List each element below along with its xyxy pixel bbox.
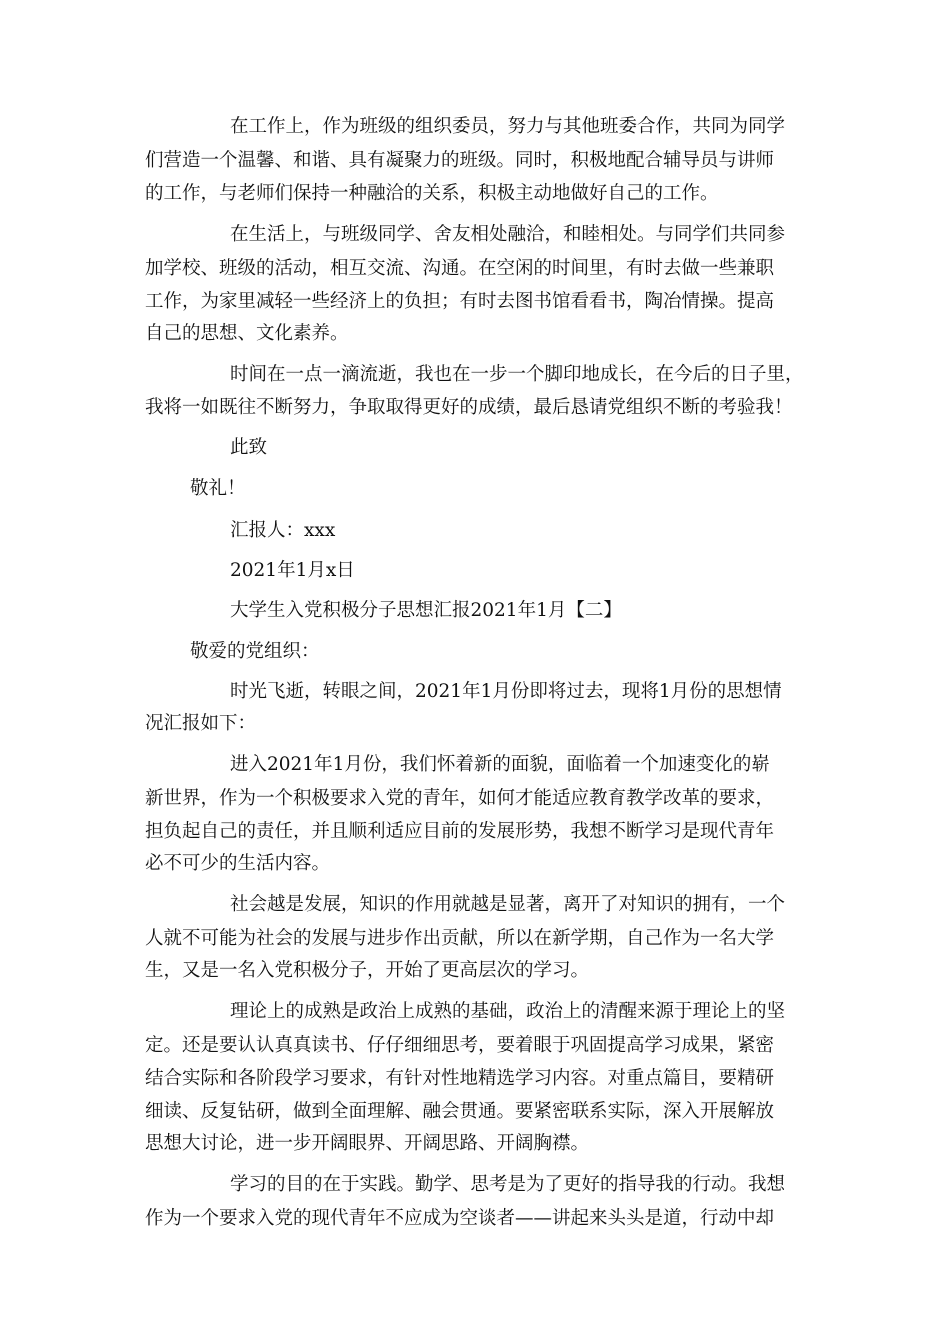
section-title: 大学生入党积极分子思想汇报2021年1月【二】 (230, 600, 622, 621)
paragraph-line: 自己的思想、文化素养。 (145, 323, 349, 344)
paragraph-line: 必不可少的生活内容。 (145, 853, 331, 874)
paragraph-line: 担负起自己的责任，并且顺利适应目前的发展形势，我想不断学习是现代青年 (145, 821, 775, 842)
paragraph-line: 加学校、班级的活动，相互交流、沟通。在空闲的时间里，有时去做一些兼职 (145, 258, 775, 279)
paragraph-line: 学习的目的在于实践。勤学、思考是为了更好的指导我的行动。我想 (230, 1174, 786, 1195)
paragraph-line: 工作，为家里减轻一些经济上的负担；有时去图书馆看看书，陶冶情操。提高 (145, 291, 775, 312)
paragraph-line: 理论上的成熟是政治上成熟的基础，政治上的清醒来源于理论上的坚 (230, 1001, 786, 1022)
paragraph-line: 社会越是发展，知识的作用就越是显著，离开了对知识的拥有，一个 (230, 894, 786, 915)
paragraph-line: 思想大讨论，进一步开阔眼界、开阔思路、开阔胸襟。 (145, 1133, 590, 1154)
paragraph-line: 细读、反复钻研，做到全面理解、融会贯通。要紧密联系实际，深入开展解放 (145, 1101, 775, 1122)
date-line: 2021年1月x日 (230, 560, 355, 581)
paragraph-line: 结合实际和各阶段学习要求，有针对性地精选学习内容。对重点篇目，要精研 (145, 1068, 775, 1089)
paragraph-line: 况汇报如下： (145, 713, 257, 734)
paragraph-line: 在工作上，作为班级的组织委员，努力与其他班委合作，共同为同学 (230, 116, 786, 137)
paragraph-line: 定。还是要认认真真读书、仔仔细细思考，要着眼于巩固提高学习成果，紧密 (145, 1035, 775, 1056)
paragraph-line: 我将一如既往不断努力，争取取得更好的成绩，最后恳请党组织不断的考验我！ (145, 397, 793, 418)
paragraph-line: 进入2021年1月份，我们怀着新的面貌，面临着一个加速变化的崭 (230, 754, 770, 775)
paragraph-line: 的工作，与老师们保持一种融洽的关系，积极主动地做好自己的工作。 (145, 183, 719, 204)
paragraph-line: 作为一个要求入党的现代青年不应成为空谈者——讲起来头头是道，行动中却 (145, 1208, 775, 1229)
paragraph-line: 在生活上，与班级同学、舍友相处融洽，和睦相处。与同学们共同参 (230, 224, 786, 245)
paragraph-line: 生，又是一名入党积极分子，开始了更高层次的学习。 (145, 960, 590, 981)
paragraph-line: 时间在一点一滴流逝，我也在一步一个脚印地成长，在今后的日子里， (230, 364, 804, 385)
paragraph-line: 时光飞逝，转眼之间，2021年1月份即将过去，现将1月份的思想情 (230, 681, 782, 702)
paragraph-line: 人就不可能为社会的发展与进步作出贡献，所以在新学期，自己作为一名大学 (145, 928, 775, 949)
salute-line: 敬礼！ (190, 478, 246, 499)
paragraph-line: 们营造一个温馨、和谐、具有凝聚力的班级。同时，积极地配合辅导员与讲师 (145, 150, 775, 171)
greeting-line: 敬爱的党组织： (190, 641, 320, 662)
reporter-line: 汇报人：xxx (230, 520, 336, 541)
paragraph-line: 新世界，作为一个积极要求入党的青年，如何才能适应教育教学改革的要求， (145, 788, 775, 809)
closing-line: 此致 (230, 437, 268, 458)
